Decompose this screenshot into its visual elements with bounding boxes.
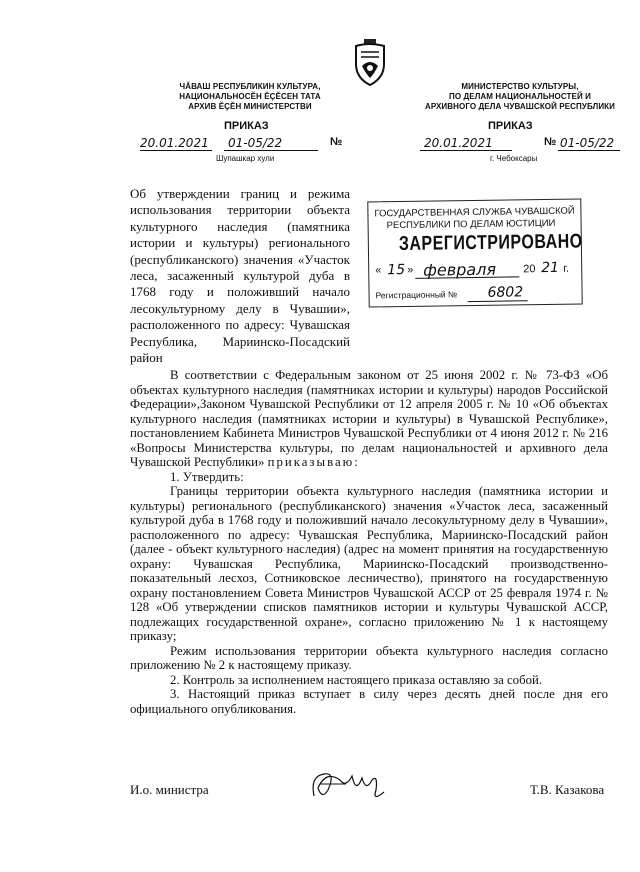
- document-title: Об утверждении границ и режима использования территории объекта культурного наследия (памятника истории и культуры) регионального (республиканского) значения «Участок леса, засаженный культурой дуба в 1768 году и положивший начало лесокультурному делу в Чувашии», расположенного по адресу: Чувашская Республика, Мариинско-Посадский район: [130, 186, 350, 366]
- paragraph-approve: 1. Утвердить:: [170, 469, 244, 484]
- left-header-line2: НАЦИОНАЛЬНОСĔН ĔÇĔСЕН ТАТА: [179, 92, 321, 101]
- paragraph-preamble: [130, 368, 608, 470]
- preamble-order-word: приказываю:: [267, 455, 360, 469]
- paragraph-effect: 3. Настоящий приказ вступает в силу через десять дней после дня его официального опубликования.: [130, 687, 608, 716]
- stamp-year-end: г.: [563, 262, 570, 275]
- right-city: г. Чебоксары: [490, 154, 538, 163]
- stamp-date-row: [375, 260, 575, 283]
- left-number-underline: [224, 150, 318, 151]
- left-city: Шупашкар хули: [216, 154, 275, 163]
- stamp-reg-number: 6802: [487, 284, 524, 301]
- left-date: 20.01.2021: [140, 136, 209, 150]
- right-date-underline: [420, 150, 512, 151]
- stamp-quote-close: »: [407, 263, 414, 276]
- left-date-underline: [140, 150, 212, 151]
- stamp-registered: ЗАРЕГИСТРИРОВАНО: [398, 231, 583, 256]
- stamp-quote-open: «: [375, 264, 382, 277]
- stamp-month: февраля: [423, 259, 497, 280]
- left-prikaz-label: ПРИКАЗ: [224, 120, 269, 132]
- stamp-reg-row: [375, 286, 575, 305]
- handwritten-signature: [306, 766, 396, 806]
- signature-name: Т.В. Казакова: [530, 782, 605, 797]
- right-num-sign: №: [544, 136, 557, 148]
- right-header-line2: ПО ДЕЛАМ НАЦИОНАЛЬНОСТЕЙ И: [448, 92, 592, 101]
- registration-stamp: [367, 199, 582, 308]
- stamp-year-prefix: 20: [523, 263, 536, 276]
- stamp-reg-underline: [468, 300, 528, 302]
- signature-position: И.о. министра: [130, 782, 209, 797]
- stamp-line2: РЕСПУБЛИКИ ПО ДЕЛАМ ЮСТИЦИИ: [386, 217, 556, 232]
- stamp-line1: ГОСУДАРСТВЕННАЯ СЛУЖБА ЧУВАШСКОЙ: [374, 205, 575, 220]
- paragraph-control: 2. Контроль за исполнением настоящего приказа оставляю за собой.: [170, 672, 543, 687]
- left-header: [150, 82, 350, 112]
- right-number-underline: [558, 150, 620, 151]
- left-header-line3: АРХИВ ĔÇĔН МИНИСТЕРСТВИ: [188, 102, 312, 111]
- right-header-line1: МИНИСТЕРСТВО КУЛЬТУРЫ,: [461, 82, 579, 91]
- right-prikaz-label: ПРИКАЗ: [488, 120, 533, 132]
- emblem-logo: [352, 38, 388, 88]
- left-num-sign: №: [330, 136, 343, 148]
- right-header: [420, 82, 620, 112]
- right-date: 20.01.2021: [424, 136, 493, 150]
- paragraph-regime: Режим использования территории объекта культурного наследия согласно приложению № 2 к настоящему приказу.: [130, 643, 608, 672]
- right-number: 01-05/22: [560, 136, 615, 150]
- paragraph-boundaries: Границы территории объекта культурного наследия (памятника истории и культуры) регионального (республиканского) значения «Участок леса, засаженный культурой дуба в 1768 году и положивший начало лесокультурному делу в Чувашии», расположенного по адресу: Чувашская Республика, Мариинско-Посадский район (далее - объект культурного наследия) (адрес на момент принятия на государственную охрану: Чувашская Республика, Мариинско-Посадский производственно-показательный лесхоз, Сотниковское лесничество), принятого на государственную охрану постановлением Совета Министров Чувашской АССР от 25 февраля 1974 г. № 128 «Об утверждении списков памятников истории и культуры Чувашской АССР, подлежащих государственной охране», согласно приложению № 1 к настоящему приказу;: [130, 484, 608, 643]
- stamp-year-suffix: 21: [541, 259, 560, 277]
- stamp-reg-label: Регистрационный №: [375, 289, 458, 301]
- left-header-line1: ЧĂВАШ РЕСПУБЛИКИН КУЛЬТУРА,: [179, 82, 321, 91]
- stamp-day: 15: [387, 261, 406, 279]
- right-date-line: [420, 136, 620, 152]
- left-number: 01-05/22: [228, 136, 283, 150]
- document-body: [130, 368, 608, 716]
- preamble-text: В соответствии с Федеральным законом от 25 июня 2002 г. № 73-ФЗ «Об объектах культурного наследия (памятниках истории и культуры) народов Российской Федерации»,Законом Чувашской Республики от 12 апреля 2005 г. № 10 «Об объектах культурного наследия (памятниках истории и культуры) в Чувашской Республике», постановлением Кабинета Министров Чувашской Республики от 4 июня 2012 г. № 216 «Вопросы Министерства культуры, по делам национальностей и архивного дела Чувашской Республики»: [130, 368, 608, 469]
- right-header-line3: АРХИВНОГО ДЕЛА ЧУВАШСКОЙ РЕСПУБЛИКИ: [424, 102, 616, 111]
- left-date-line: [140, 136, 350, 152]
